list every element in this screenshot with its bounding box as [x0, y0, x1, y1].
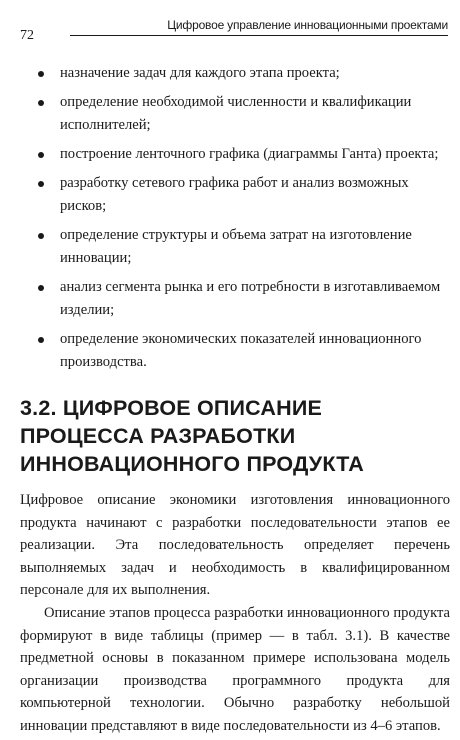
- page-number: 72: [20, 28, 34, 43]
- running-head: [16, 18, 448, 43]
- list-item: [38, 62, 450, 85]
- list-item-text: разработку сетевого графика работ и анализ возможных рисков;: [60, 175, 409, 214]
- header-rule: [70, 35, 448, 36]
- list-item-text: построение ленточного графика (диаграммы Ганта) проекта;: [60, 146, 439, 162]
- list-item: [38, 276, 450, 322]
- body-text: [20, 489, 450, 738]
- list-item: [38, 224, 450, 270]
- list-item-text: определение необходимой численности и квалификации исполнителей;: [60, 94, 412, 133]
- list-item-text: определение структуры и объема затрат на изготовление инновации;: [60, 227, 412, 266]
- bullet-icon: [38, 152, 44, 158]
- list-item: [38, 143, 450, 166]
- bullet-icon: [38, 337, 44, 343]
- list-item-text: анализ сегмента рынка и его потребности в изготавливаемом изделии;: [60, 279, 441, 318]
- list-item-text: определение экономических показателей инновационного производства.: [60, 331, 422, 370]
- paragraph: Описание этапов процесса разработки инновационного продукта формируют в виде таблицы (пример — в табл. 3.1). В качестве предметной основы в показанном примере использована модель организации производства программного продукта для компьютерной технологии. Обычно разработку небольшой инновации представляют в виде последовательности из 4–6 этапов.: [20, 604, 450, 734]
- bullet-icon: [38, 181, 44, 187]
- list-item-text: назначение задач для каждого этапа проекта;: [60, 65, 340, 81]
- paragraph: Цифровое описание экономики изготовления инновационного продукта начинают с разработки последовательности этапов ее реализации. Эта последовательность определяет перечень выполняемых задач и необходимость в квалифицированном персонале для их выполнения.: [20, 492, 450, 599]
- list-item: [38, 91, 450, 137]
- running-title: Цифровое управление инновационными проектами: [167, 18, 448, 32]
- bullet-icon: [38, 233, 44, 239]
- list-item: [38, 328, 450, 374]
- list-item: [38, 172, 450, 218]
- bullet-icon: [38, 100, 44, 106]
- bullet-icon: [38, 71, 44, 77]
- bullet-list: [38, 62, 450, 380]
- bullet-icon: [38, 285, 44, 291]
- section-heading: 3.2. ЦИФРОВОЕ ОПИСАНИЕ ПРОЦЕССА РАЗРАБОТКИ ИННОВАЦИОННОГО ПРОДУКТА: [20, 396, 364, 476]
